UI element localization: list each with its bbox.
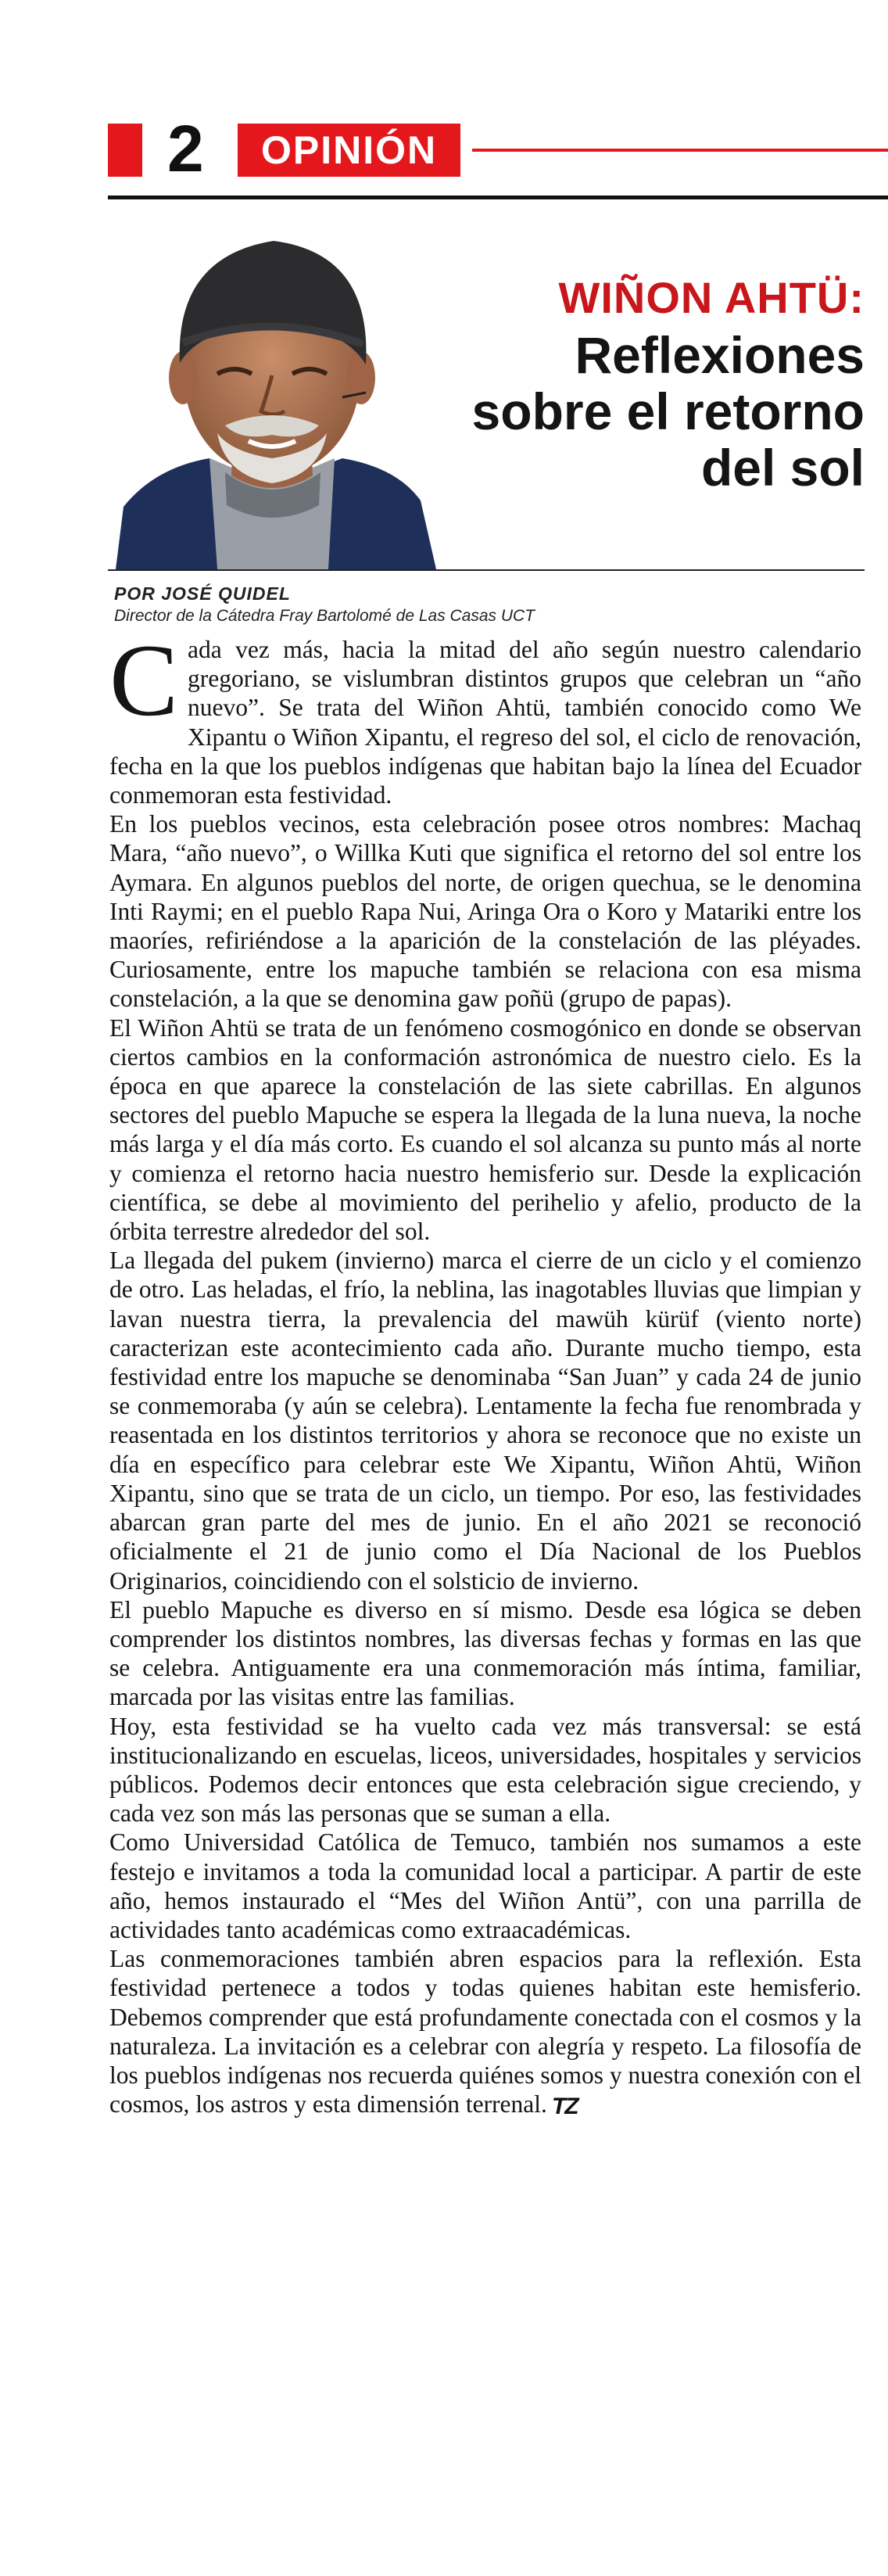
headline-line-1: Reflexiones — [575, 326, 865, 384]
paragraph-8-text: Las conmemoraciones también abren espacios para la reflexión. Esta festividad pertenece a todos y todas quienes habitan este hemisferio. Debemos comprender que está profundamente conectada con el cosmos y la naturaleza. La invitación es a celebrar con alegría y respeto. La filosofía de los pueblos indígenas nos recuerda quiénes somos y nuestra conexión con el cosmos, los astros y esta dimensión terrenal. — [109, 1945, 861, 2119]
headline-line-3: del sol — [700, 439, 865, 497]
paragraph-1 — [109, 622, 861, 809]
page-number: 2 — [167, 112, 204, 185]
author-role: Director de la Cátedra Fray Bartolomé de Las Casas UCT — [114, 607, 535, 625]
paragraph-2: En los pueblos vecinos, esta celebración posee otros nombres: Machaq Mara, “año nuevo”, o Willka Kuti que significa el retorno del sol entre los Aymara. En algunos pueblos del norte, de origen quechua, se le denomina Inti Raymi; en el pueblo Rapa Nui, Aringa Ora o Koro y Matariki entre los maoríes, refiriéndose a la aparición de la constelación de las pléyades. Curiosamente, entre los mapuche también se relaciona con esa misma constelación, a la que se denomina gaw poñü (grupo de papas). — [109, 810, 861, 1013]
paragraph-3: El Wiñon Ahtü se trata de un fenómeno cosmogónico en donde se observan ciertos cambios en la conformación astronómica de nuestro cielo. Es la época en que aparece la constelación de las siete cabrillas. En algunos sectores del pueblo Mapuche se espera la llegada de la luna nueva, la noche más larga y el día más corto. Es cuando el sol alcanza su punto más al norte y comienza el retorno hacia nuestro hemisferio sur. Desde la explicación científica, se debe al movimiento del perihelio y afelio, producto de la órbita terrestre alrededor del sol. — [109, 1014, 861, 1246]
publication-end-logo: TZ — [551, 2093, 578, 2119]
paragraph-6: Hoy, esta festividad se ha vuelto cada vez más transversal: se está institucionalizando en escuelas, liceos, universidades, hospitales y servicios públicos. Podemos decir entonces que esta celebración sigue creciendo, y cada vez son más las personas que se suman a ella. — [109, 1712, 861, 1828]
byline — [114, 582, 849, 627]
title-divider — [108, 569, 865, 571]
paragraph-5: El pueblo Mapuche es diverso en sí mismo. Desde esa lógica se deben comprender los distintos nombres, las diversas fechas y formas en las que se celebra. Antiguamente era una conmemoración más íntima, familiar, marcada por las visitas entre las familias. — [109, 1595, 861, 1711]
paragraph-4: La llegada del pukem (invierno) marca el cierre de un ciclo y el comienzo de otro. Las heladas, el frío, la neblina, las inagotables lluvias que limpian y lavan nuestra tierra, la prevalencia del mawüh kürüf (viento norte) caracterizan este acontecimiento cada año. Durante mucho tiempo, esta festividad entre los mapuche se denominaba “San Juan” y cada 24 de junio se conmemoraba (y aún se celebra). Lentamente la fecha fue renombrada y reasentada en los distintos territorios y ahora se reconoce que no existe un día en específico para celebrar este We Xipantu, Wiñon Ahtü, Wiñon Xipantu, sino que se trata de un ciclo, un tiempo. Por eso, las festividades abarcan gran parte del mes de junio. En el año 2021 se reconoció oficialmente el 21 de junio como el Día Nacional de los Pueblos Originarios, coincidiendo con el solsticio de invierno. — [109, 1247, 861, 1595]
author-name: POR JOSÉ QUIDEL — [114, 583, 291, 604]
paragraph-8 — [109, 1944, 861, 2119]
header-black-rule — [108, 196, 888, 199]
paragraph-7: Como Universidad Católica de Temuco, también nos sumamos a este festejo e invitamos a toda la comunidad local a participar. A partir de este año, hemos instaurado el “Mes del Wiñon Antü”, con una parrilla de actividades tanto académicas como extraacadémicas. — [109, 1828, 861, 1943]
drop-cap: C — [109, 622, 179, 737]
headline-line-2: sobre el retorno — [471, 382, 865, 440]
headline-block — [367, 269, 865, 496]
page-header — [0, 0, 888, 203]
paragraph-1-text: ada vez más, hacia la mitad del año según nuestro calendario gregoriano, se vislumbran distintos grupos que celebran un “año nuevo”. Se trata del Wiñon Ahtü, también conocido como We Xipantu o Wiñon Xipantu, el regreso del sol, el ciclo de renovación, fecha en la que los pueblos indígenas que habitan bajo la línea del Ecuador conmemoran esta festividad. — [109, 636, 861, 809]
header-red-square — [108, 124, 142, 177]
article-body — [109, 622, 861, 2119]
section-label: OPINIÓN — [238, 124, 460, 177]
header-red-rule — [472, 149, 888, 152]
headline-kicker: WIÑON AHTÜ: — [558, 273, 865, 322]
